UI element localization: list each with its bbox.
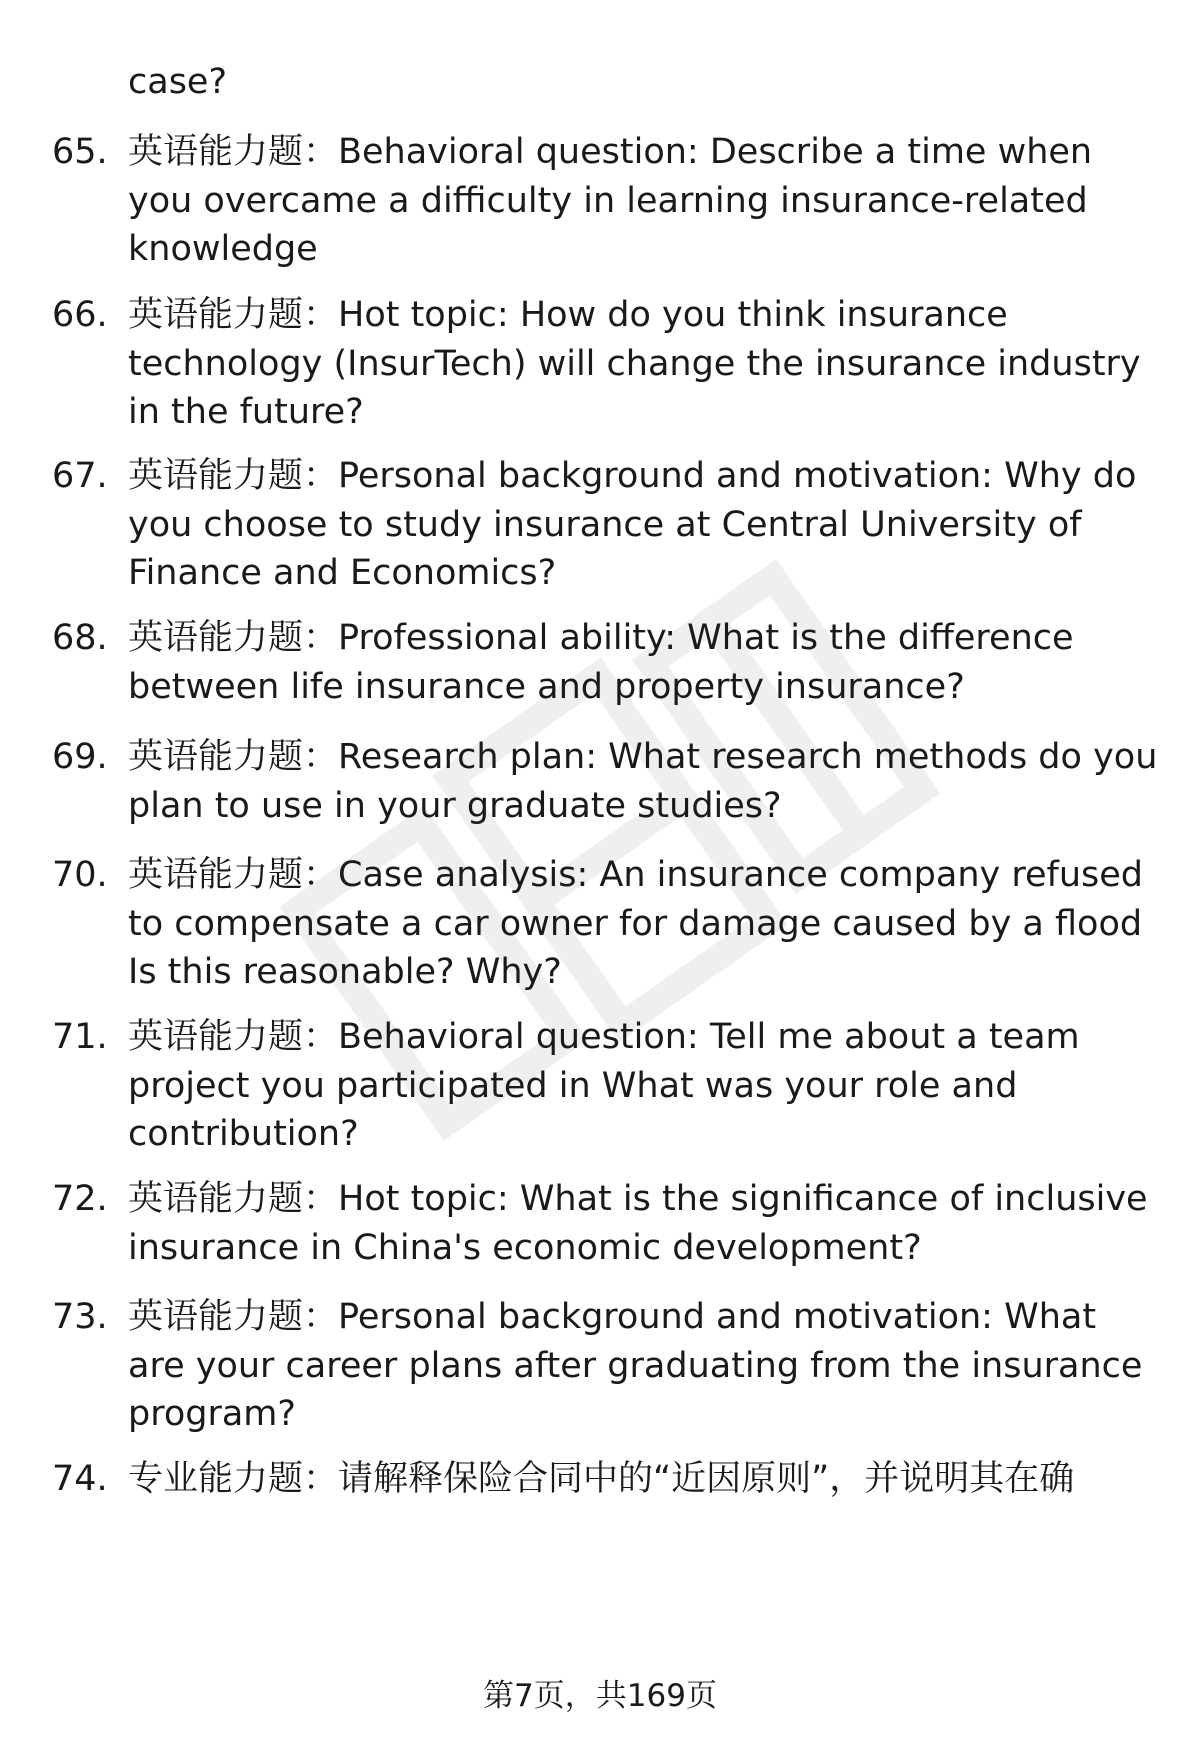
question-number: 73.: [52, 1297, 108, 1337]
question-text: 英语能力题：Hot topic: What is the significance of inclusive insurance in China's economic development?: [128, 1179, 1148, 1268]
question-item: [52, 452, 1162, 598]
question-number: 71.: [52, 1017, 108, 1057]
question-item: [52, 1293, 1162, 1439]
question-item: [52, 128, 1162, 274]
question-item: [52, 1013, 1162, 1159]
question-text: 英语能力题：Behavioral question: Tell me about a team project you participated in What was your role and contribution?: [128, 1017, 1080, 1154]
question-text: 英语能力题：Research plan: What research methods do you plan to use in your graduate studies?: [128, 737, 1158, 826]
question-item: [52, 291, 1162, 437]
question-number: 67.: [52, 456, 108, 496]
question-number: 74.: [52, 1459, 108, 1499]
question-item: [52, 733, 1162, 830]
question-text: 英语能力题：Personal background and motivation: What are your career plans after graduating from the insurance program?: [128, 1297, 1143, 1434]
question-number: 72.: [52, 1179, 108, 1219]
question-number: 66.: [52, 295, 108, 335]
question-text: 英语能力题：Hot topic: How do you think insurance technology (InsurTech) will change the insurance industry in the future?: [128, 295, 1141, 432]
question-text: 英语能力题：Behavioral question: Describe a time when you overcame a difficulty in learning insurance-related knowledge: [128, 132, 1093, 269]
page-footer: 第7页，共169页: [483, 1678, 717, 1714]
question-number: 70.: [52, 855, 108, 895]
question-text: 专业能力题：请解释保险合同中的“近因原则”，并说明其在确: [128, 1459, 1075, 1499]
question-number: 69.: [52, 737, 108, 777]
question-item: [52, 614, 1162, 711]
question-text: 英语能力题：Professional ability: What is the difference between life insurance and property insurance?: [128, 618, 1074, 707]
question-text: 英语能力题：Personal background and motivation: Why do you choose to study insurance at Central University of Finance and Economics?: [128, 456, 1137, 593]
question-item: [52, 851, 1162, 997]
question-number: 68.: [52, 618, 108, 658]
continuation-text: case?: [128, 62, 228, 102]
question-item: [52, 1175, 1162, 1272]
question-number: 65.: [52, 132, 108, 172]
question-item: [52, 1455, 1162, 1504]
question-text: 英语能力题：Case analysis: An insurance company refused to compensate a car owner for damage caused by a flood Is this reasonable? Why?: [128, 855, 1143, 992]
